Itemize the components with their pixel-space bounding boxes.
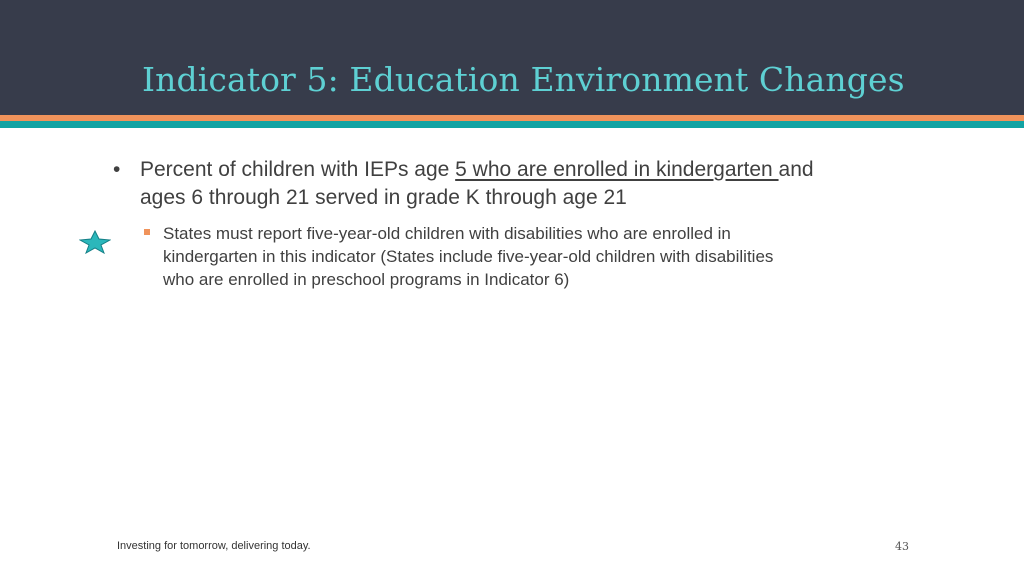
sub-bullet-line-3: who are enrolled in preschool programs in Indicator 6) [163,270,570,289]
teal-divider [0,121,1024,128]
sub-bullet-square [144,229,150,235]
bullet-dot: • [113,158,121,181]
slide-title: Indicator 5: Education Environment Changes [142,60,905,99]
bullet-text-start: Percent of children with IEPs age [140,158,456,181]
footer-tagline: Investing for tomorrow, delivering today. [117,540,311,552]
star-icon [79,230,111,254]
bullet-underlined-text: 5 who are enrolled in kindergarten [455,158,779,181]
main-bullet-line-2: ages 6 through 21 served in grade K through age 21 [140,186,627,209]
page-number: 43 [895,540,909,553]
sub-bullet-line-1: States must report five-year-old children with disabilities who are enrolled in [163,224,731,243]
main-bullet-line-1 [140,156,814,184]
sub-bullet-line-2: kindergarten in this indicator (States include five-year-old children with disabilities [163,247,774,266]
bullet-text-end: and [778,158,814,181]
